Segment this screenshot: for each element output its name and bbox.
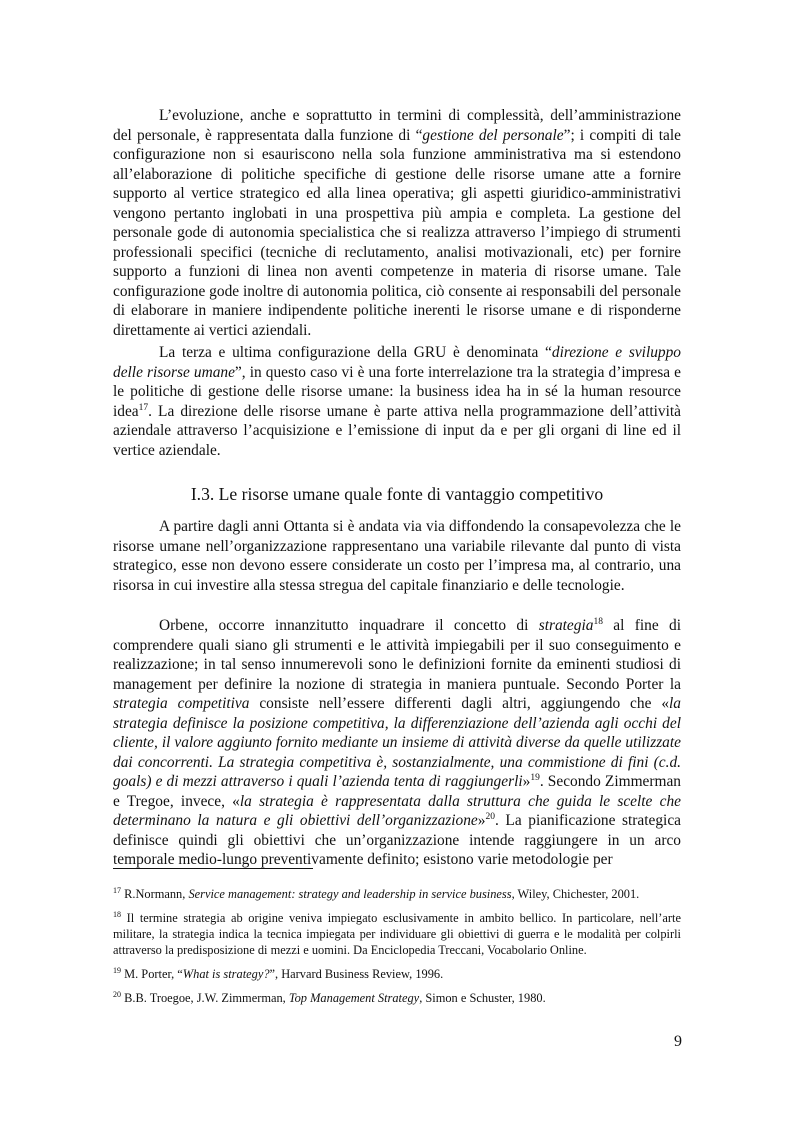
footnote-18 [113, 910, 681, 958]
footnote-ref-18[interactable]: 18 [593, 617, 603, 627]
italic-quote: la strategia è rappresentata dalla struttura che guida le scelte che determinano la natura e gli obiettivi dell’organizzazione [113, 792, 681, 829]
italic-title: What is strategy? [182, 967, 270, 981]
paragraph-strategia [113, 616, 681, 870]
text-span: . La pianificazione strategica definisce quindi gli obiettivi che un’organizzazione intende raggiungere in un arco temporale medio-lungo preventivamente definito; esistono varie metodologie per [113, 812, 681, 868]
text-span: » [477, 812, 486, 829]
section-heading: I.3. Le risorse umane quale fonte di vantaggio competitivo [190, 484, 604, 504]
footnote-ref-20[interactable]: 20 [485, 812, 495, 822]
text-span: R.Normann, [121, 887, 189, 901]
footnote-ref-17[interactable]: 17 [138, 402, 149, 413]
text-span: ”, in questo caso vi è una forte interrelazione tra la strategia d’impresa e le politiche di gestione delle risorse umane: la business idea ha in sé la human resource idea [113, 363, 681, 420]
text-span: , Wiley, Chichester, 2001. [511, 887, 640, 901]
text-span: M. Porter, “ [121, 967, 183, 981]
footnote-20 [113, 990, 681, 1006]
text-span: . Secondo Zimmerman e Tregoe, invece, « [113, 773, 681, 810]
italic-title: Top Management Strategy [288, 991, 420, 1005]
text-span: Il termine strategia ab origine veniva impiegato esclusivamente in ambito bellico. In particolare, nell’arte militare, la strategia indica la tecnica impiegata per individuare gli obiettivi di guerra e le modalità per colpirli attraverso la predisposizione di mezzi e uomini. Da Enciclopedia Treccani, Vocabolario Online. [113, 911, 681, 957]
italic-term: strategia [538, 617, 594, 634]
footnote-number: 19 [113, 966, 121, 975]
footnote-separator [113, 868, 313, 869]
text-span: al fine di comprendere quali siano gli strumenti e le attività impiegabili per il suo conseguimento e realizzazione; in tal senso innumerevoli sono le definizioni fornite da eminenti studiosi di management per definire la nozione di strategia in maniera puntuale. Secondo Porter la [113, 617, 681, 693]
footnote-17 [113, 886, 681, 902]
italic-term: strategia competitiva [113, 695, 250, 712]
italic-term: direzione e sviluppo delle risorse umane [113, 344, 681, 381]
italic-title: Service management: strategy and leadership in service business [188, 887, 512, 901]
footnote-number: 20 [113, 990, 121, 999]
text-span: , Simon e Schuster, 1980. [419, 991, 546, 1005]
footnote-number: 18 [113, 910, 121, 919]
italic-term: gestione del personale [422, 126, 564, 144]
text-span: » [522, 773, 531, 790]
paragraph-anni-ottanta [113, 517, 681, 595]
footnotes [113, 886, 681, 1014]
text-span: ”, Harvard Business Review, 1996. [269, 967, 444, 981]
page-number: 9 [674, 1033, 682, 1050]
footnote-number: 17 [113, 886, 121, 895]
text-span: La terza e ultima configurazione della GRU è denominata “ [159, 344, 552, 361]
text-span: B.B. Troegoe, J.W. Zimmerman, [121, 991, 289, 1005]
text-span: ”; i compiti di tale configurazione non si esauriscono nella sola funzione amministrativa ma si estendono all’elaborazione di politiche specifiche di gestione delle risorse umane atte a fornire supporto al vertice strategico ed alla linea operativa; gli aspetti giuridico-amministrativi vengono pertanto inglobati in una prospettiva più ampia e completa. La gestione del personale gode di autonomia specialistica che si realizza attraverso l’impiego di strumenti professionali specifici (tecniche di reclutamento, analisi motivazionali, etc) per fornire supporto a funzioni di linea non aventi competenze in materia di risorse umane. Tale configurazione gode inoltre di autonomia politica, ciò consente ai responsabili del personale di elaborare in maniere indipendente politiche inerenti le risorse umane e di risponderne direttamente ai vertici aziendali. [113, 126, 681, 339]
italic-quote: la strategia definisce la posizione competitiva, la differenziazione dell’azienda agli occhi del cliente, il valore aggiunto fornito mediante un insieme di attività diverse da quelle utilizzate dai concorrenti. La strategia competitiva è, sostanzialmente, una commistione di fini (c.d. goals) e di mezzi attraverso i quali l’azienda tenta di raggiungerli [113, 695, 681, 790]
text-span: Orbene, occorre innanzitutto inquadrare il concetto di [159, 617, 539, 634]
paragraph-gestione-personale [113, 106, 681, 340]
text-span: A partire dagli anni Ottanta si è andata via via diffondendo la consapevolezza che le risorse umane nell’organizzazione rappresentano una variabile rilevante dal punto di vista strategico, esse non devono essere considerate un costo per l’impresa ma, al contrario, una risorsa in cui investire alla stessa stregua del capitale finanziario e delle tecnologie. [113, 518, 681, 594]
text-span: . La direzione delle risorse umane è parte attiva nella programmazione dell’attività aziendale attraverso l’acquisizione e l’emissione di input da e per gli organi di line ed il vertice aziendale. [113, 402, 681, 459]
text-span: consiste nell’essere differenti dagli altri, aggiungendo che « [249, 695, 670, 712]
footnote-19 [113, 966, 681, 982]
text-span: L’evoluzione, anche e soprattutto in termini di complessità, dell’amministrazione del personale, è rappresentata dalla funzione di “ [113, 107, 681, 144]
footnote-ref-19[interactable]: 19 [530, 773, 540, 783]
paragraph-direzione-sviluppo [113, 343, 681, 460]
